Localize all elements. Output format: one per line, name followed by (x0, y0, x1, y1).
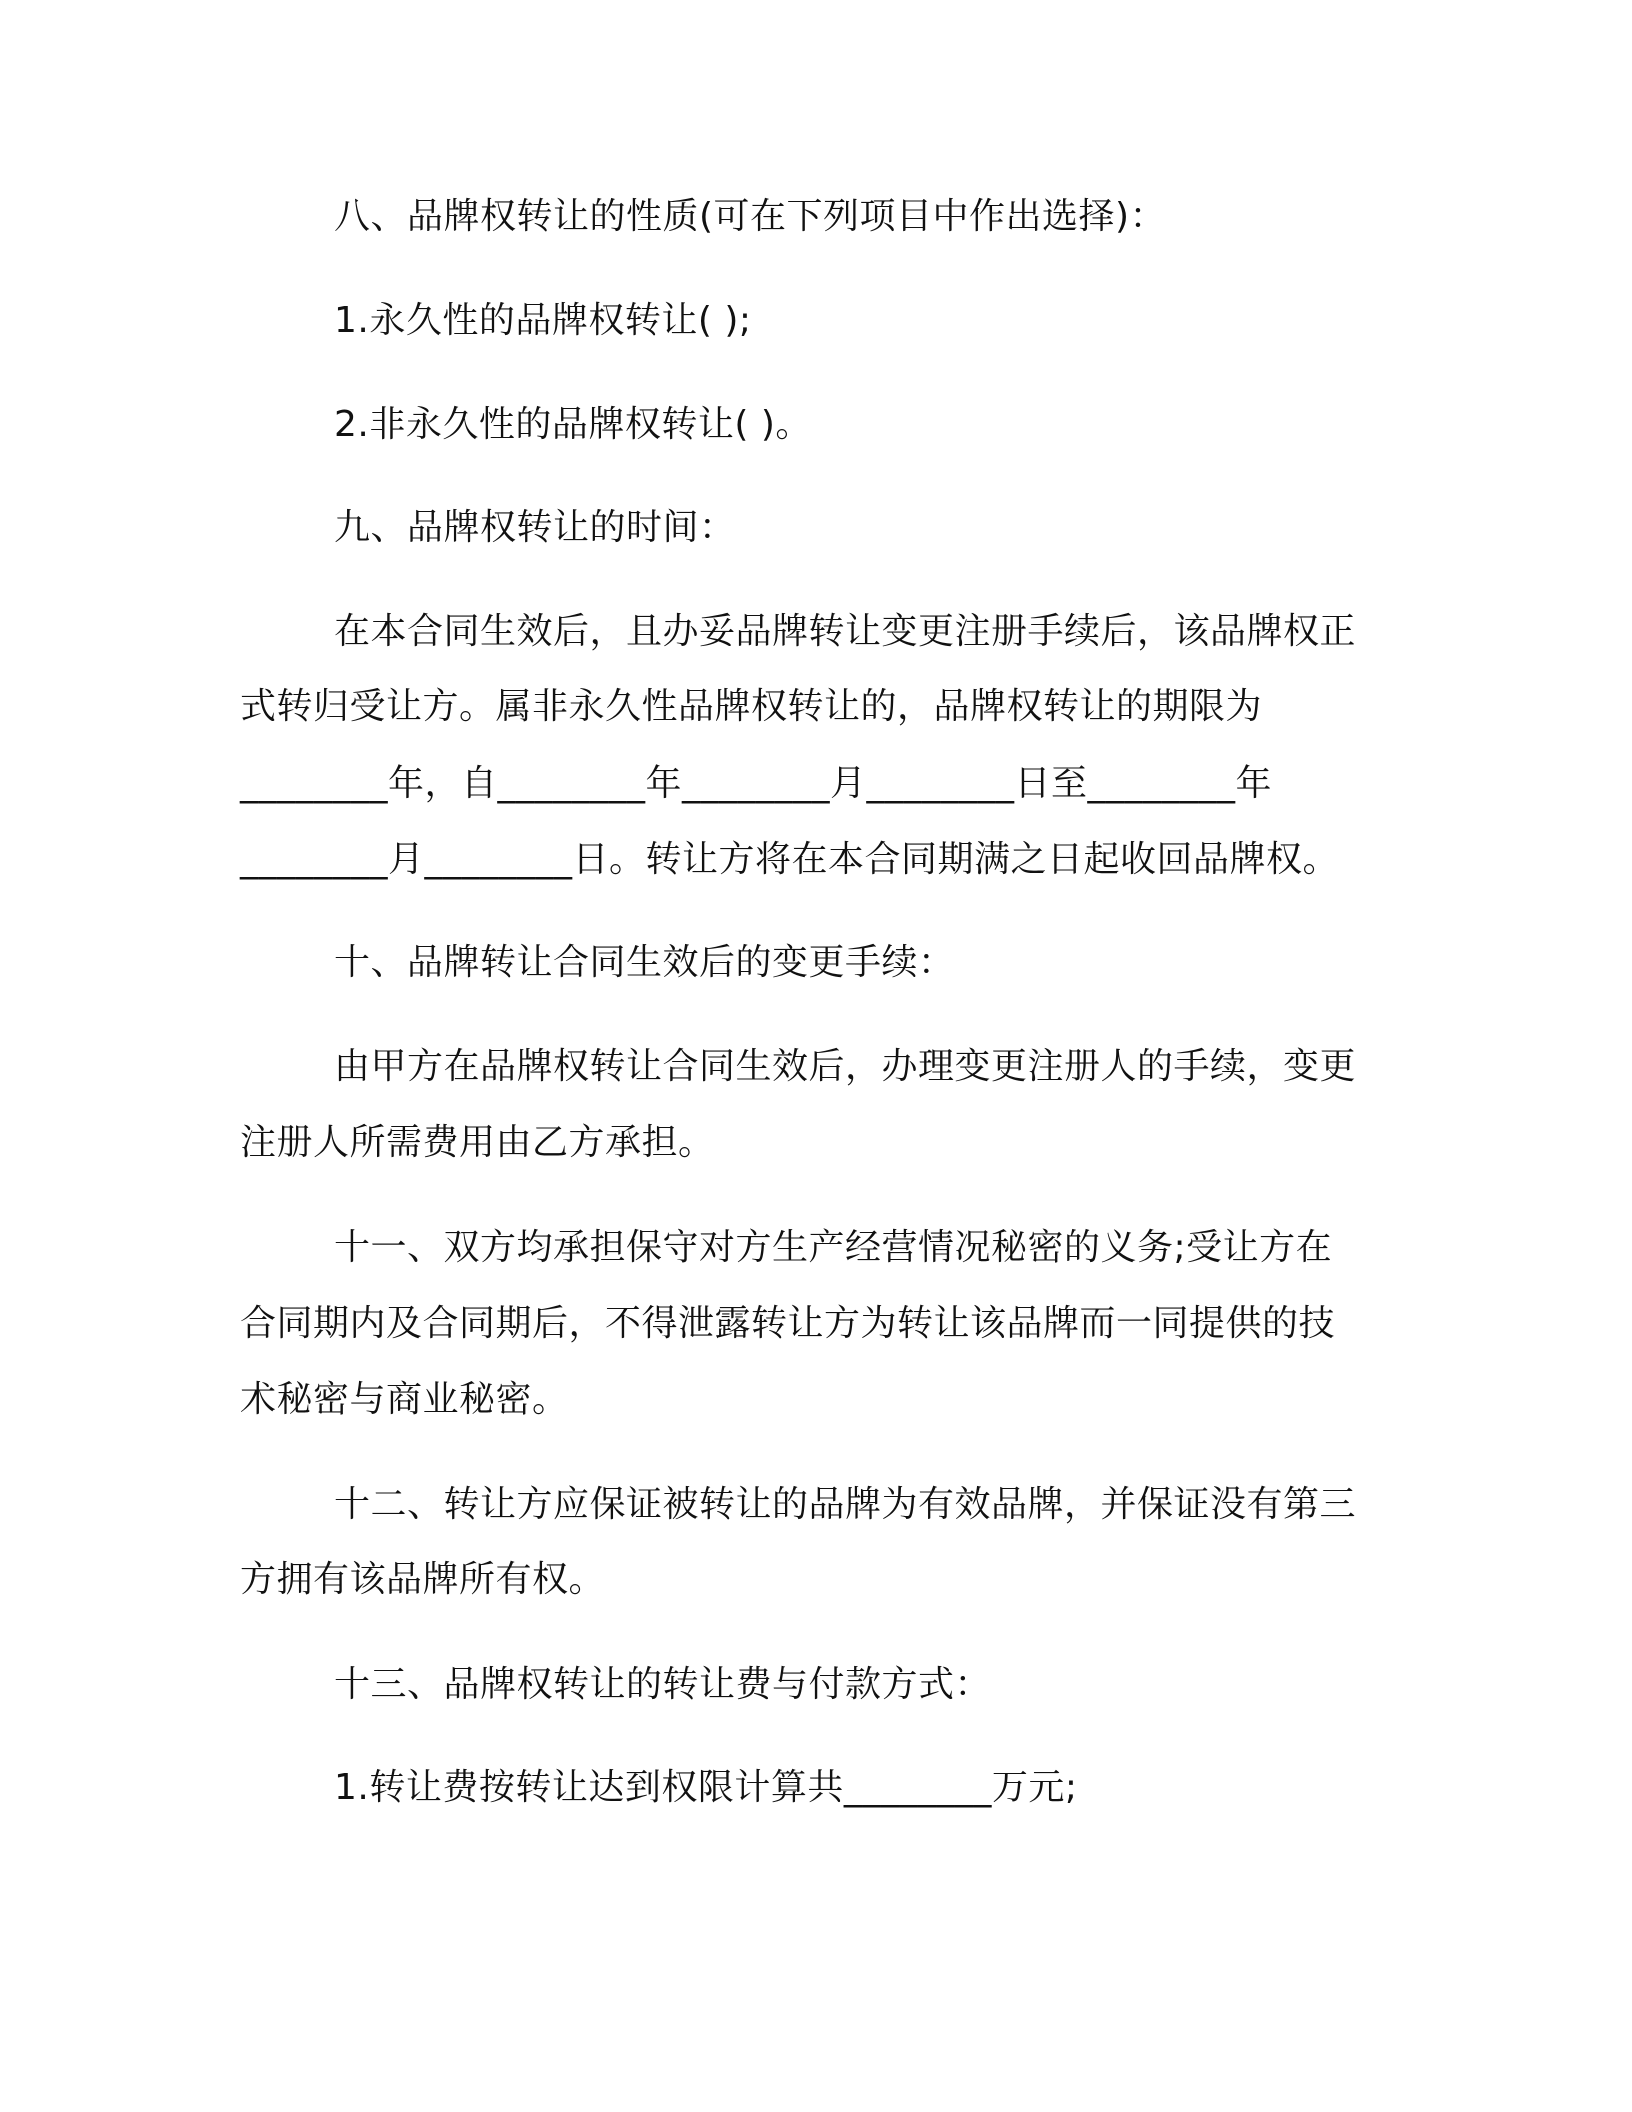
section-12-text-line-2: 方拥有该品牌所有权。 (240, 1559, 606, 1600)
section-10-text-line-2: 注册人所需费用由乙方承担。 (240, 1122, 715, 1163)
section-9-text-line-2: 式转归受让方。属非永久性品牌权转让的，品牌权转让的期限为 (240, 686, 1263, 727)
section-10-text-line-1: 由甲方在品牌权转让合同生效后，办理变更注册人的手续，变更 (334, 1046, 1357, 1087)
section-13-heading: 十三、品牌权转让的转让费与付款方式： (334, 1664, 992, 1705)
option-permanent: 1.永久性的品牌权转让( ); (334, 300, 752, 341)
section-9-text-line-4: ________月________日。转让方将在本合同期满之日起收回品牌权。 (240, 839, 1340, 880)
section-12-text-line-1: 十二、转让方应保证被转让的品牌为有效品牌，并保证没有第三 (334, 1484, 1357, 1525)
section-11-text-line-2: 合同期内及合同期后，不得泄露转让方为转让该品牌而一同提供的技 (240, 1303, 1336, 1344)
section-13-item-1: 1.转让费按转让达到权限计算共________万元; (334, 1767, 1078, 1808)
section-9-heading: 九、品牌权转让的时间： (334, 507, 736, 548)
section-11-text-line-1: 十一、双方均承担保守对方生产经营情况秘密的义务;受让方在 (334, 1227, 1333, 1268)
section-9-text-line-1: 在本合同生效后，且办妥品牌转让变更注册手续后，该品牌权正 (334, 611, 1357, 652)
section-9-text-line-3: ________年，自________年________月________日至________年 (240, 763, 1273, 804)
section-10-heading: 十、品牌转让合同生效后的变更手续： (334, 942, 955, 983)
section-8-heading: 八、品牌权转让的性质(可在下列项目中作出选择)： (334, 196, 1167, 237)
section-11-text-line-3: 术秘密与商业秘密。 (240, 1379, 569, 1420)
option-non-permanent: 2.非永久性的品牌权转让( )。 (334, 404, 812, 445)
